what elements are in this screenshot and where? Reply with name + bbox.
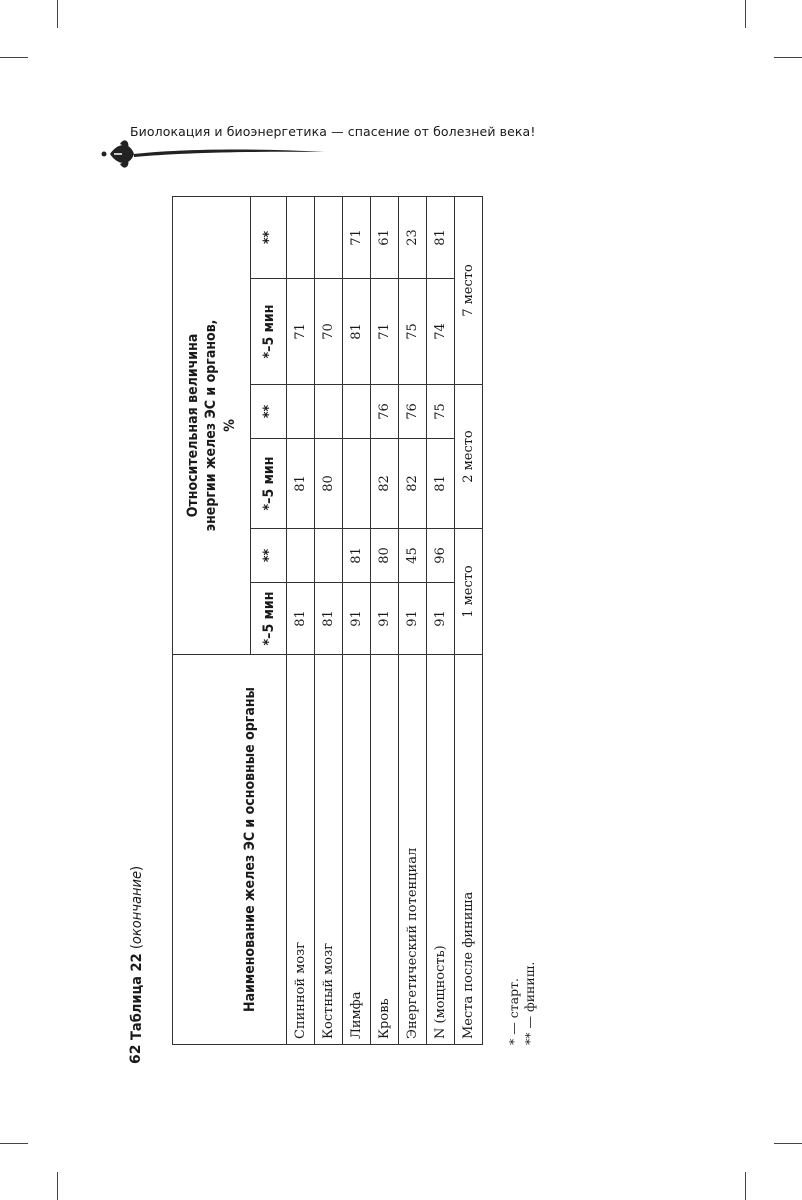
sub-header: *–5 мин	[251, 439, 287, 529]
row-name: Лимфа	[343, 655, 371, 1045]
cell: 23	[399, 196, 427, 278]
cell: 80	[371, 529, 399, 583]
sub-header: **	[251, 529, 287, 583]
cell: 91	[371, 583, 399, 655]
table-row	[427, 196, 455, 1044]
crop-mark	[745, 0, 746, 28]
cell	[315, 529, 343, 583]
cell: 81	[427, 196, 455, 278]
caption-label: Таблица 22	[129, 953, 145, 1040]
cell	[343, 385, 371, 439]
sub-header: *–5 мин	[251, 583, 287, 655]
row-name: Энергетический потенциал	[399, 655, 427, 1045]
table-row	[315, 196, 343, 1044]
cell: 74	[427, 279, 455, 385]
cell: 70	[315, 279, 343, 385]
cell: 71	[287, 279, 315, 385]
cell: 7 место	[455, 196, 483, 384]
crop-mark	[774, 57, 802, 58]
cell: 81	[287, 583, 315, 655]
footnote: ** — финиш.	[522, 961, 537, 1045]
cell: 76	[371, 385, 399, 439]
cell: 71	[343, 196, 371, 278]
row-name: N (мощность)	[427, 655, 455, 1045]
cell: 81	[287, 439, 315, 529]
cell	[315, 196, 343, 278]
row-name: Спинной мозг	[287, 655, 315, 1045]
group-header: Относительная величина энергии желез ЭС и органов, %	[173, 196, 251, 654]
crop-mark	[0, 1143, 28, 1144]
row-name: Костный мозг	[315, 655, 343, 1045]
table-row	[371, 196, 399, 1044]
cell: 76	[399, 385, 427, 439]
table-caption: Таблица 22 (окончание)	[129, 865, 145, 1040]
row-name: Кровь	[371, 655, 399, 1045]
cell: 75	[399, 279, 427, 385]
crop-mark	[57, 0, 58, 28]
cell: 91	[399, 583, 427, 655]
cell: 81	[427, 439, 455, 529]
cell	[315, 385, 343, 439]
caption-note: окончание	[129, 870, 145, 945]
table-row	[343, 196, 371, 1044]
cell: 2 место	[455, 385, 483, 529]
cell	[287, 529, 315, 583]
cell: 71	[371, 279, 399, 385]
footnote: * — старт.	[506, 978, 521, 1045]
cell: 75	[427, 385, 455, 439]
name-column-header: Наименование желез ЭС и основные органы	[173, 655, 287, 1045]
cell: 82	[399, 439, 427, 529]
crop-mark	[0, 57, 28, 58]
cell: 82	[371, 439, 399, 529]
cell: 91	[343, 583, 371, 655]
crop-mark	[57, 1172, 58, 1200]
cell: 80	[315, 439, 343, 529]
cell: 91	[427, 583, 455, 655]
cell: 61	[371, 196, 399, 278]
crop-mark	[774, 1143, 802, 1144]
cell: 1 место	[455, 529, 483, 655]
crop-mark	[745, 1172, 746, 1200]
cell: 81	[343, 279, 371, 385]
cell	[343, 439, 371, 529]
sub-header: **	[251, 196, 287, 278]
cell: 96	[427, 529, 455, 583]
page-number: 62	[128, 1044, 144, 1064]
sub-header: **	[251, 385, 287, 439]
rotated-table-block	[172, 196, 537, 1045]
cell: 45	[399, 529, 427, 583]
row-name: Места после финиша	[455, 655, 483, 1045]
cell	[287, 385, 315, 439]
flourish-ornament-icon	[100, 138, 330, 178]
sub-header: *–5 мин	[251, 279, 287, 385]
table-row	[455, 196, 483, 1044]
cell: 81	[315, 583, 343, 655]
data-table	[172, 196, 483, 1045]
table-row	[287, 196, 315, 1044]
table-row	[399, 196, 427, 1044]
cell: 81	[343, 529, 371, 583]
cell	[287, 196, 315, 278]
running-header: Биолокация и биоэнергетика — спасение от болезней века!	[130, 124, 536, 139]
